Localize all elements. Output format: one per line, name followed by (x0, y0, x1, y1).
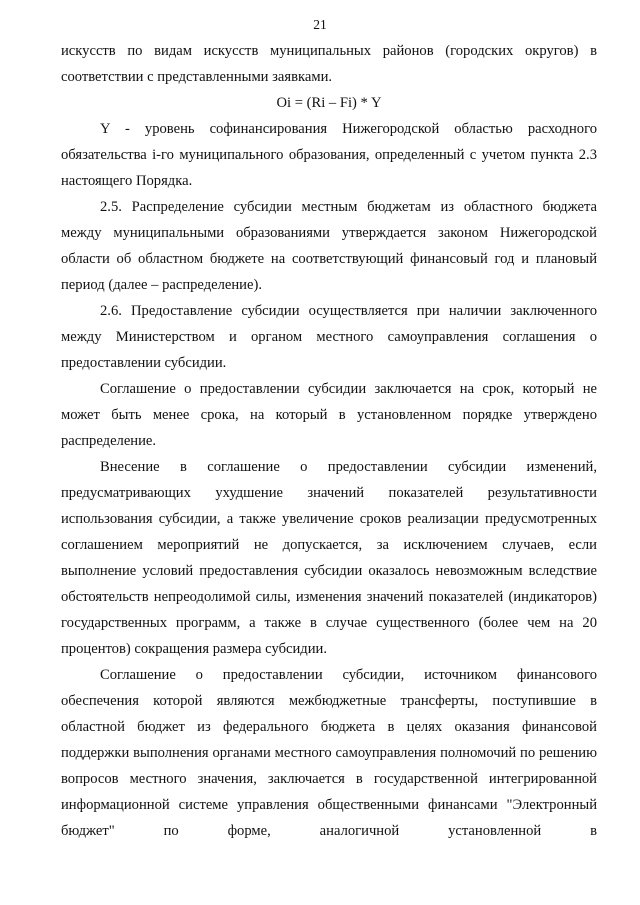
paragraph-2-6: 2.6. Предоставление субсидии осуществляется при наличии заключенного между Министерством и органом местного самоуправления соглашения о предоставлении субсидии. (61, 303, 597, 371)
paragraph-2-5: 2.5. Распределение субсидии местным бюджетам из областного бюджета между муниципальными образованиями утверждается законом Нижегородской области об областном бюджете на соответствующий финансовый год и плановый период (далее – распределение). (61, 199, 597, 293)
paragraph-agreement-changes: Внесение в соглашение о предоставлении субсидии изменений, предусматривающих ухудшение значений показателей результативности использования субсидии, а также увеличение сроков реализации предусмотренных соглашением мероприятий не допускается, за исключением случаев, если выполнение условий предоставления субсидии оказалось невозможным вследствие обстоятельств непреодолимой силы, изменения значений показателей (индикаторов) государственных программ, а также в случае существенного (более чем на 20 процентов) сокращения размера субсидии. (61, 459, 597, 657)
paragraph-electronic-budget: Соглашение о предоставлении субсидии, источником финансового обеспечения которой являются межбюджетные трансферты, поступившие в областной бюджет из федерального бюджета в целях оказания финансовой поддержки выполнения органами местного самоуправления полномочий по решению вопросов местного значения, заключается в государственной интегрированной информационной системе управления общественными финансами "Электронный бюджет" по форме, аналогичной установленной в (61, 667, 597, 839)
formula: Oi = (Ri – Fi) * Y (276, 95, 382, 111)
document-body (61, 38, 597, 844)
paragraph-agreement-term: Соглашение о предоставлении субсидии заключается на срок, который не может быть менее срока, на который в установленном порядке утверждено распределение. (61, 381, 597, 449)
page-number: 21 (313, 17, 327, 32)
paragraph-y-definition: Y - уровень софинансирования Нижегородской областью расходного обязательства i-го муниципального образования, определенный с учетом пункта 2.3 настоящего Порядка. (61, 121, 597, 189)
paragraph-continuation: искусств по видам искусств муниципальных районов (городских округов) в соответствии с представленными заявками. (61, 43, 597, 85)
